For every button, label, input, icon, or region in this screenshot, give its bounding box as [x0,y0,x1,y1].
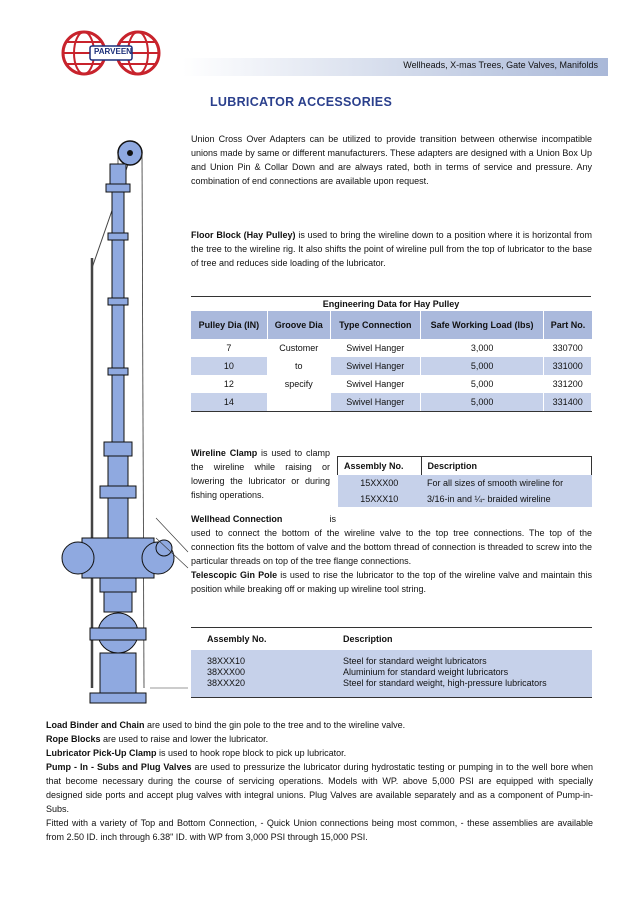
table-cell: 38XXX00 [191,667,327,678]
wireline-clamp-table [337,456,592,507]
table-cell: 331400 [544,393,592,412]
clamp-col-header: Assembly No. [338,457,422,476]
table-row [191,357,592,375]
table-cell: 330700 [544,339,592,357]
page-title: LUBRICATOR ACCESSORIES [210,95,393,109]
table-cell: 5,000 [420,375,544,393]
pickup-clamp-text: is used to hook rope block to pick up lubricator. [156,748,347,758]
pump-in-text: are used to pressurize the lubricator during hydrostatic testing or pumping in to the well bore when that become necessary during the course of servicing operations. Models with WP. above 5,000 PSI are equipped with specially designed side ports and accept plug valves with integral unions. Plug Valves are available separately and as a component of Pump-in-Subs. [46,762,594,814]
wireline-clamp-paragraph [191,446,330,502]
bottom-section [46,718,593,844]
table-cell: 5,000 [420,393,544,412]
company-logo: PARVEEN [52,28,172,78]
wellhead-connection-heading [191,512,336,526]
table-row [338,491,592,507]
table-cell: Swivel Hanger [330,375,420,393]
intro-paragraph: Union Cross Over Adapters can be utilized to provide transition between otherwise incompatible unions made by same or different manufacturers. These adapters are designed with a Union Box Up and Union Pin & Collar Down and are always rated, both in terms of service and pressure. Any combination of end connections are available upon request. [191,134,592,186]
pump-in-paragraph [46,760,593,816]
table-cell: Steel for standard weight, high-pressure lubricators [327,678,592,698]
table-cell: Swivel Hanger [330,357,420,375]
table-row [191,667,592,678]
hay-col-header: Type Connection [330,311,420,339]
hay-col-header: Pulley Dia (IN) [191,311,267,339]
lub-col-header: Description [327,628,592,651]
table-cell: 3,000 [420,339,544,357]
table-cell: 38XXX10 [191,650,327,667]
lubricator-table [191,627,592,698]
table-cell: Aluminium for standard weight lubricators [327,667,592,678]
table-cell: 38XXX20 [191,678,327,698]
floor-block-paragraph [191,228,592,270]
hay-table-caption: Engineering Data for Hay Pulley [191,297,592,312]
rope-blocks-term: Rope Blocks [46,734,101,744]
table-cell: For all sizes of smooth wireline for [421,475,591,491]
wellhead-connection-is: is [329,514,336,524]
pump-in-term: Pump - In - Subs and Plug Valves [46,762,192,772]
table-row [191,375,592,393]
table-cell [267,393,330,412]
wireline-clamp-text: is used to clamp the wireline while raising or lowering the lubricator or during fishing operations. [191,448,331,500]
pickup-clamp-paragraph [46,746,593,760]
hay-col-header: Groove Dia [267,311,330,339]
load-binder-text: are used to bind the gin pole to the tree and to the wireline valve. [144,720,406,730]
table-cell: 15XXX00 [338,475,422,491]
table-cell: specify [267,375,330,393]
pickup-clamp-term: Lubricator Pick-Up Clamp [46,748,157,758]
load-binder-term: Load Binder and Chain [46,720,145,730]
table-cell: 7 [191,339,267,357]
table-row [191,393,592,412]
table-cell: 14 [191,393,267,412]
rope-blocks-text: are used to raise and lower the lubricator. [100,734,269,744]
lub-col-header: Assembly No. [191,628,327,651]
table-row [191,339,592,357]
header-tagline: Wellheads, X-mas Trees, Gate Valves, Manifolds [403,60,598,70]
table-cell: 10 [191,357,267,375]
floor-block-text: is used to bring the wireline down to a position where it is horizontal from the tree to the wireline rig. It also shifts the point of wireline pull from the top of lubricator to the base of tree and reduces side loading of the lubricator. [191,230,592,268]
wireline-clamp-term: Wireline Clamp [191,448,258,458]
table-row [191,650,592,667]
table-cell: 3/16-in and ¼- braided wireline [421,491,591,507]
wellhead-connection-term: Wellhead Connection [191,514,283,524]
fitted-paragraph: Fitted with a variety of Top and Bottom Connection, - Quick Union connections being most common, - these assemblies are available from 2.50 ID. inch through 6.38" ID. with WP from 3,000 PSI through 15,000 PSI. [46,818,593,842]
gin-pole-text: is used to rise the lubricator to the top of the wireline valve and maintain this position while breaking off or making up wireline tool string. [191,570,592,594]
hay-col-header: Safe Working Load (lbs) [420,311,544,339]
floor-block-term: Floor Block (Hay Pulley) [191,230,296,240]
gin-pole-term: Telescopic Gin Pole [191,570,278,580]
table-row [191,678,592,698]
table-cell: Swivel Hanger [330,393,420,412]
table-cell: to [267,357,330,375]
table-cell: 15XXX10 [338,491,422,507]
lubricator-illustration [60,128,190,708]
hay-pulley-table [191,296,592,412]
table-cell: 5,000 [420,357,544,375]
clamp-col-header: Description [421,457,591,476]
hay-col-header: Part No. [544,311,592,339]
table-cell: 12 [191,375,267,393]
table-cell: 331000 [544,357,592,375]
table-cell: Customer [267,339,330,357]
table-cell: Steel for standard weight lubricators [327,650,592,667]
table-cell: Swivel Hanger [330,339,420,357]
load-binder-paragraph [46,718,593,732]
table-cell: 331200 [544,375,592,393]
wellhead-connection-paragraph [191,526,592,596]
rope-blocks-paragraph [46,732,593,746]
wellhead-connection-text: used to connect the bottom of the wireline valve to the top tree connections. The top of the connection fits the bottom of valve and the bottom thread of connection is threaded to screw into the particular threads on top of the tree flange connections. [191,528,592,566]
table-row [338,475,592,491]
